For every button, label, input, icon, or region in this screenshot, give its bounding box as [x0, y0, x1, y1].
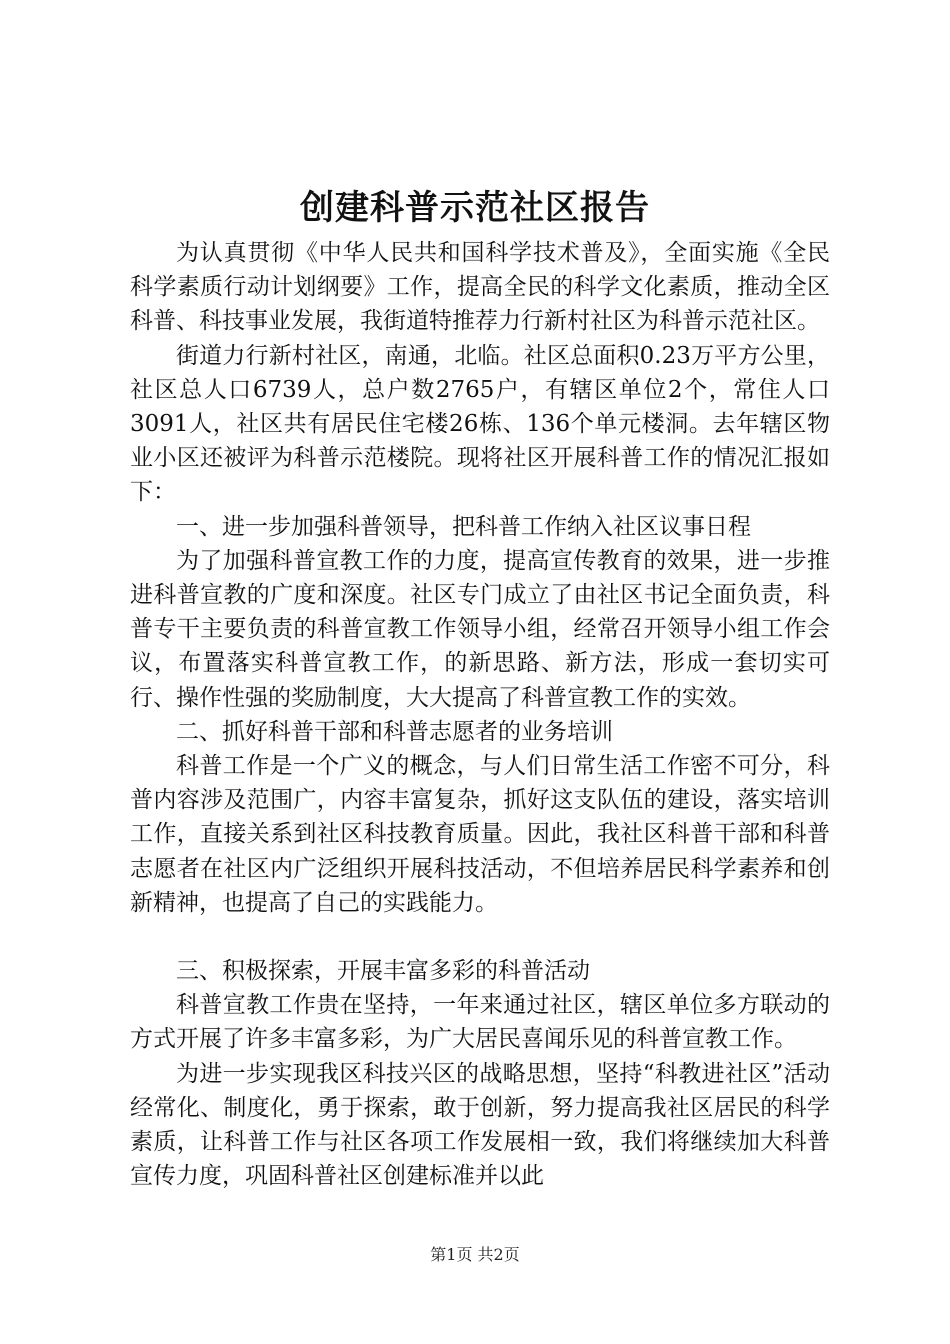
- paragraph-community-overview: 街道力行新村社区，南通，北临。社区总面积0.23万平方公里，社区总人口6739人，总户数2765户，有辖区单位2个，常住人口3091人，社区共有居民住宅楼26栋、136个单元楼洞。去年辖区物业小区还被评为科普示范楼院。现将社区开展科普工作的情况汇报如下：: [130, 342, 830, 506]
- paragraph-section-2: 科普工作是一个广义的概念，与人们日常生活工作密不可分，科普内容涉及范围广，内容丰富复杂，抓好这支队伍的建设，落实培训工作，直接关系到社区科技教育质量。因此，我社区科普干部和科普志愿者在社区内广泛组织开展科技活动，不但培养居民科学素养和创新精神，也提高了自己的实践能力。: [130, 753, 830, 916]
- paragraph-section-1: 为了加强科普宣教工作的力度，提高宣传教育的效果，进一步推进科普宣教的广度和深度。社区专门成立了由社区书记全面负责，科普专干主要负责的科普宣教工作领导小组，经常召开领导小组工作会议，布置落实科普宣教工作，的新思路、新方法，形成一套切实可行、操作性强的奖励制度，大大提高了科普宣教工作的实效。: [130, 547, 830, 711]
- paragraph-conclusion: 为进一步实现我区科技兴区的战略思想，坚持“科教进社区”活动经常化、制度化，勇于探索，敢于创新，努力提高我社区居民的科学素质，让科普工作与社区各项工作发展相一致，我们将继续加大科普宣传力度，巩固科普社区创建标准并以此: [130, 1060, 830, 1190]
- section-heading-1: 一、进一步加强科普领导，把科普工作纳入社区议事日程: [176, 513, 751, 540]
- document-body: [130, 236, 830, 1193]
- page-number-footer: 第1页 共2页: [430, 1245, 520, 1264]
- paragraph-intro: 为认真贯彻《中华人民共和国科学技术普及》，全面实施《全民科学素质行动计划纲要》工作，提高全民的科学文化素质，推动全区科普、科技事业发展，我街道特推荐力行新村社区为科普示范社区。: [130, 240, 830, 335]
- section-heading-2: 二、抓好科普干部和科普志愿者的业务培训: [176, 718, 613, 745]
- paragraph-section-3: 科普宣教工作贵在坚持，一年来通过社区，辖区单位多方联动的方式开展了许多丰富多彩，为广大居民喜闻乐见的科普宣教工作。: [130, 992, 830, 1053]
- section-heading-3: 三、积极探索，开展丰富多彩的科普活动: [176, 958, 590, 985]
- document-title: 创建科普示范社区报告: [300, 188, 650, 228]
